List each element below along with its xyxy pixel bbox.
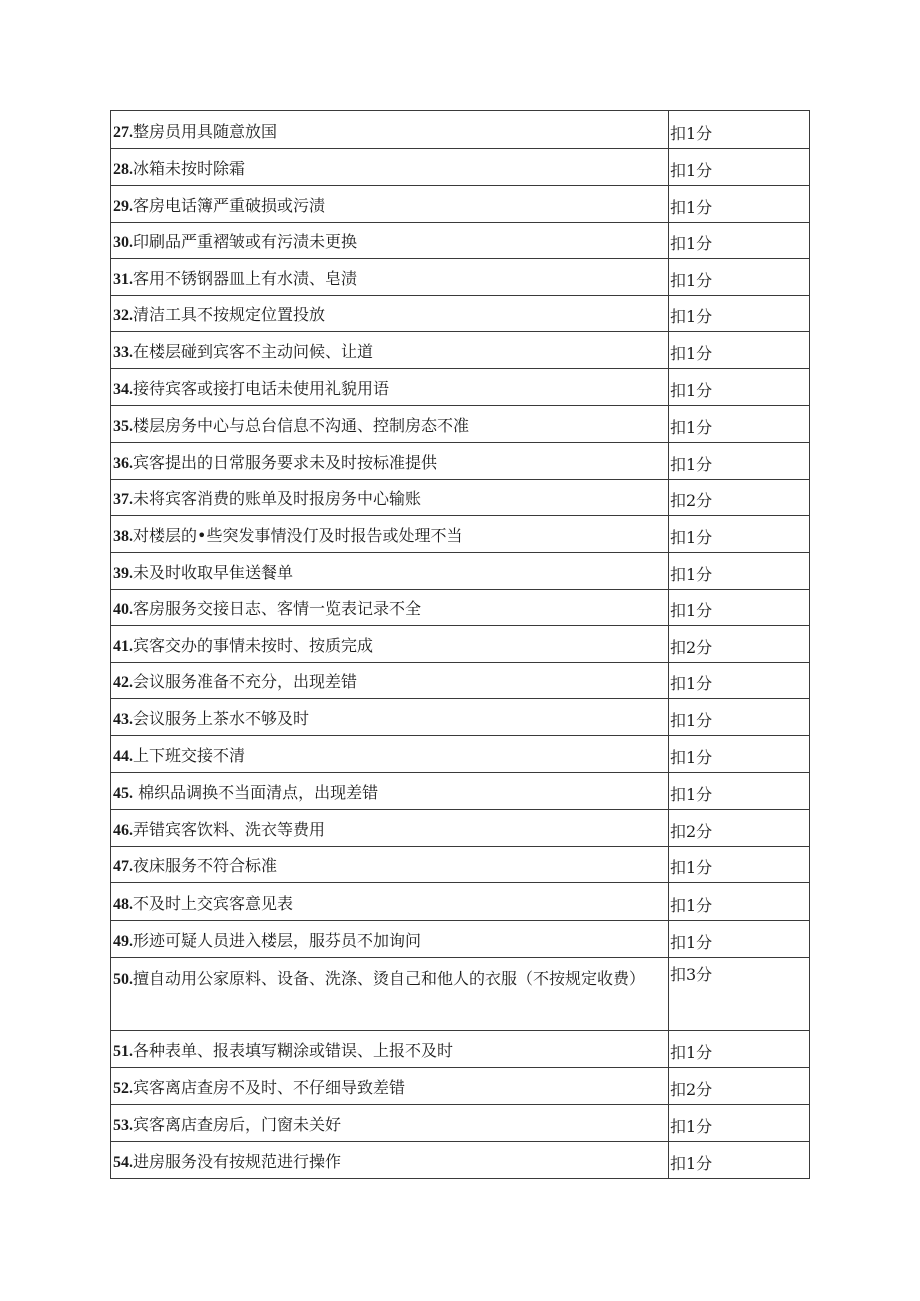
table-row <box>111 111 810 149</box>
penalty-cell <box>669 332 810 369</box>
rule-cell <box>111 663 669 699</box>
penalty-cell <box>669 810 810 847</box>
rule-text: 楼层房务中心与总台信息不沟通、控制房态不准 <box>133 416 470 435</box>
rule-cell <box>111 443 669 480</box>
table-row <box>111 443 810 480</box>
penalty-cell <box>669 921 810 958</box>
penalty-value: 扣2分 <box>670 491 713 510</box>
rule-text: 客房服务交接日志、客情一览表记录不全 <box>133 599 422 618</box>
rule-text: 夜床服务不符合标准 <box>133 856 278 875</box>
rule-text: 擅自动用公家原料、设备、洗涤、烫自己和他人的衣服（不按规定收费） <box>133 969 646 988</box>
penalty-value: 扣1分 <box>670 234 713 253</box>
penalty-cell <box>669 663 810 699</box>
penalty-cell <box>669 590 810 626</box>
penalty-cell <box>669 736 810 773</box>
rule-text: 弄错宾客饮料、洗衣等费用 <box>133 820 326 839</box>
rule-number: 45. <box>113 785 133 802</box>
table-row <box>111 663 810 699</box>
rule-number: 54. <box>113 1154 133 1171</box>
penalty-value: 扣1分 <box>670 455 713 474</box>
penalty-value: 扣1分 <box>670 896 713 915</box>
penalty-value: 扣1分 <box>670 565 713 584</box>
rule-number: 41. <box>113 638 133 655</box>
table-row <box>111 1031 810 1068</box>
penalty-cell <box>669 1031 810 1068</box>
penalty-value: 扣1分 <box>670 748 713 767</box>
rule-number: 44. <box>113 748 133 765</box>
table-row <box>111 773 810 810</box>
penalty-value: 扣1分 <box>670 858 713 877</box>
penalty-value: 扣2分 <box>670 1080 713 1099</box>
rule-text: 未及时收取早隹送餐单 <box>133 563 294 582</box>
rule-number: 43. <box>113 711 133 728</box>
table-row <box>111 406 810 443</box>
rule-number: 31. <box>113 271 133 288</box>
penalty-cell <box>669 111 810 149</box>
penalty-value: 扣1分 <box>670 711 713 730</box>
table-row <box>111 1142 810 1179</box>
table-row <box>111 480 810 516</box>
penalty-value: 扣1分 <box>670 1117 713 1136</box>
rule-text: 冰箱未按时除霜 <box>133 159 246 178</box>
penalty-cell <box>669 1068 810 1105</box>
penalty-value: 扣1分 <box>670 271 713 290</box>
table-row <box>111 332 810 369</box>
penalty-cell <box>669 958 810 1031</box>
penalty-cell <box>669 1105 810 1142</box>
table-row <box>111 736 810 773</box>
rule-number: 52. <box>113 1080 133 1097</box>
table-row <box>111 810 810 847</box>
penalty-value: 扣1分 <box>670 785 713 804</box>
rule-cell <box>111 1105 669 1142</box>
rule-cell <box>111 736 669 773</box>
table-row <box>111 699 810 736</box>
penalty-cell <box>669 406 810 443</box>
table-row <box>111 958 810 1031</box>
penalty-cell <box>669 626 810 663</box>
rule-text: 在楼层碰到宾客不主动问候、让道 <box>133 342 374 361</box>
rule-cell <box>111 149 669 186</box>
rule-number: 50. <box>113 971 133 988</box>
rule-text: 上下班交接不清 <box>133 746 246 765</box>
table-row <box>111 296 810 332</box>
rule-number: 35. <box>113 418 133 435</box>
penalty-cell <box>669 369 810 406</box>
rule-text: 宾客离店查房不及时、不仔细导致差错 <box>133 1078 406 1097</box>
rule-number: 40. <box>113 601 133 618</box>
penalty-cell <box>669 443 810 480</box>
rule-number: 38. <box>113 528 133 545</box>
table-row <box>111 186 810 223</box>
rule-text: 客用不锈钢器皿上有水渍、皂渍 <box>133 269 358 288</box>
penalty-value: 扣1分 <box>670 161 713 180</box>
rule-cell <box>111 553 669 590</box>
penalty-value: 扣2分 <box>670 638 713 657</box>
rule-text: 棉织品调换不当面清点，出现差错 <box>133 783 379 802</box>
rule-text: 宾客交办的事情未按时、按质完成 <box>133 636 374 655</box>
penalty-cell <box>669 699 810 736</box>
rule-text: 进房服务没有按规范进行操作 <box>133 1152 342 1171</box>
penalty-value: 扣1分 <box>670 1154 713 1173</box>
penalty-cell <box>669 223 810 259</box>
table-row <box>111 223 810 259</box>
penalty-value: 扣1分 <box>670 1043 713 1062</box>
penalty-value: 扣3分 <box>670 965 713 984</box>
penalty-value: 扣1分 <box>670 198 713 217</box>
rule-number: 51. <box>113 1043 133 1060</box>
rule-cell <box>111 883 669 921</box>
rule-text: 宾客离店查房后，门窗未关好 <box>133 1115 342 1134</box>
penalty-cell <box>669 149 810 186</box>
table-row <box>111 626 810 663</box>
rule-text: 整房员用具随意放国 <box>133 122 278 141</box>
table-row <box>111 516 810 553</box>
rule-cell <box>111 516 669 553</box>
penalty-value: 扣1分 <box>670 344 713 363</box>
rule-text: 未将宾客消费的账单及时报房务中心输账 <box>133 489 422 508</box>
penalty-cell <box>669 847 810 883</box>
table-row <box>111 149 810 186</box>
penalty-cell <box>669 259 810 296</box>
rule-cell <box>111 223 669 259</box>
rule-number: 30. <box>113 234 133 251</box>
rule-cell <box>111 810 669 847</box>
rule-number: 42. <box>113 674 133 691</box>
rule-number: 39. <box>113 565 133 582</box>
rule-number: 46. <box>113 822 133 839</box>
rule-text: 客房电话簿严重破损或污渍 <box>133 196 326 215</box>
rule-text: 各种表单、报表填写糊涂或错误、上报不及时 <box>133 1041 454 1060</box>
penalty-table-body <box>111 111 810 1179</box>
table-row <box>111 1068 810 1105</box>
rule-number: 36. <box>113 455 133 472</box>
rule-cell <box>111 480 669 516</box>
rule-number: 47. <box>113 858 133 875</box>
rule-text: 清洁工具不按规定位置投放 <box>133 305 326 324</box>
rule-number: 48. <box>113 896 133 913</box>
penalty-cell <box>669 186 810 223</box>
penalty-cell <box>669 553 810 590</box>
rule-cell <box>111 332 669 369</box>
table-row <box>111 553 810 590</box>
rule-number: 29. <box>113 198 133 215</box>
table-row <box>111 590 810 626</box>
rule-number: 33. <box>113 344 133 361</box>
penalty-cell <box>669 296 810 332</box>
rule-cell <box>111 406 669 443</box>
rule-cell <box>111 847 669 883</box>
rule-cell <box>111 1142 669 1179</box>
rule-cell <box>111 626 669 663</box>
rule-text: 会议服务准备不充分，出现差错 <box>133 672 358 691</box>
penalty-value: 扣1分 <box>670 933 713 952</box>
rule-number: 32. <box>113 307 133 324</box>
penalty-value: 扣1分 <box>670 601 713 620</box>
rule-cell <box>111 186 669 223</box>
penalty-value: 扣1分 <box>670 381 713 400</box>
rule-text: 不及时上交宾客意见表 <box>133 894 294 913</box>
rule-cell <box>111 1068 669 1105</box>
rule-cell <box>111 259 669 296</box>
rule-cell <box>111 1031 669 1068</box>
table-row <box>111 883 810 921</box>
rule-text: 接待宾客或接打电话未使用礼貌用语 <box>133 379 390 398</box>
rule-text: 对楼层的•些突发事情没仃及时报告或处理不当 <box>133 526 463 545</box>
rule-number: 34. <box>113 381 133 398</box>
table-row <box>111 369 810 406</box>
rule-number: 28. <box>113 161 133 178</box>
penalty-value: 扣1分 <box>670 674 713 693</box>
penalty-cell <box>669 516 810 553</box>
rule-cell <box>111 958 669 1031</box>
penalty-value: 扣1分 <box>670 124 713 143</box>
rule-text: 形迹可疑人员进入楼层，服芬员不加询问 <box>133 931 422 950</box>
penalty-value: 扣1分 <box>670 418 713 437</box>
rule-text: 宾客提出的日常服务要求未及时按标准提供 <box>133 453 438 472</box>
rule-cell <box>111 773 669 810</box>
rule-text: 印刷品严重褶皱或有污渍未更换 <box>133 232 358 251</box>
table-row <box>111 1105 810 1142</box>
penalty-cell <box>669 773 810 810</box>
penalty-value: 扣1分 <box>670 307 713 326</box>
rule-cell <box>111 111 669 149</box>
penalty-value: 扣1分 <box>670 528 713 547</box>
rule-cell <box>111 590 669 626</box>
table-row <box>111 847 810 883</box>
rule-cell <box>111 296 669 332</box>
penalty-cell <box>669 1142 810 1179</box>
rule-text: 会议服务上茶水不够及时 <box>133 709 310 728</box>
penalty-cell <box>669 883 810 921</box>
table-row <box>111 921 810 958</box>
rule-cell <box>111 369 669 406</box>
penalty-cell <box>669 480 810 516</box>
penalty-value: 扣2分 <box>670 822 713 841</box>
rule-cell <box>111 699 669 736</box>
penalty-table <box>110 110 810 1179</box>
rule-cell <box>111 921 669 958</box>
rule-number: 27. <box>113 124 133 141</box>
table-row <box>111 259 810 296</box>
rule-number: 49. <box>113 933 133 950</box>
rule-number: 53. <box>113 1117 133 1134</box>
rule-number: 37. <box>113 491 133 508</box>
